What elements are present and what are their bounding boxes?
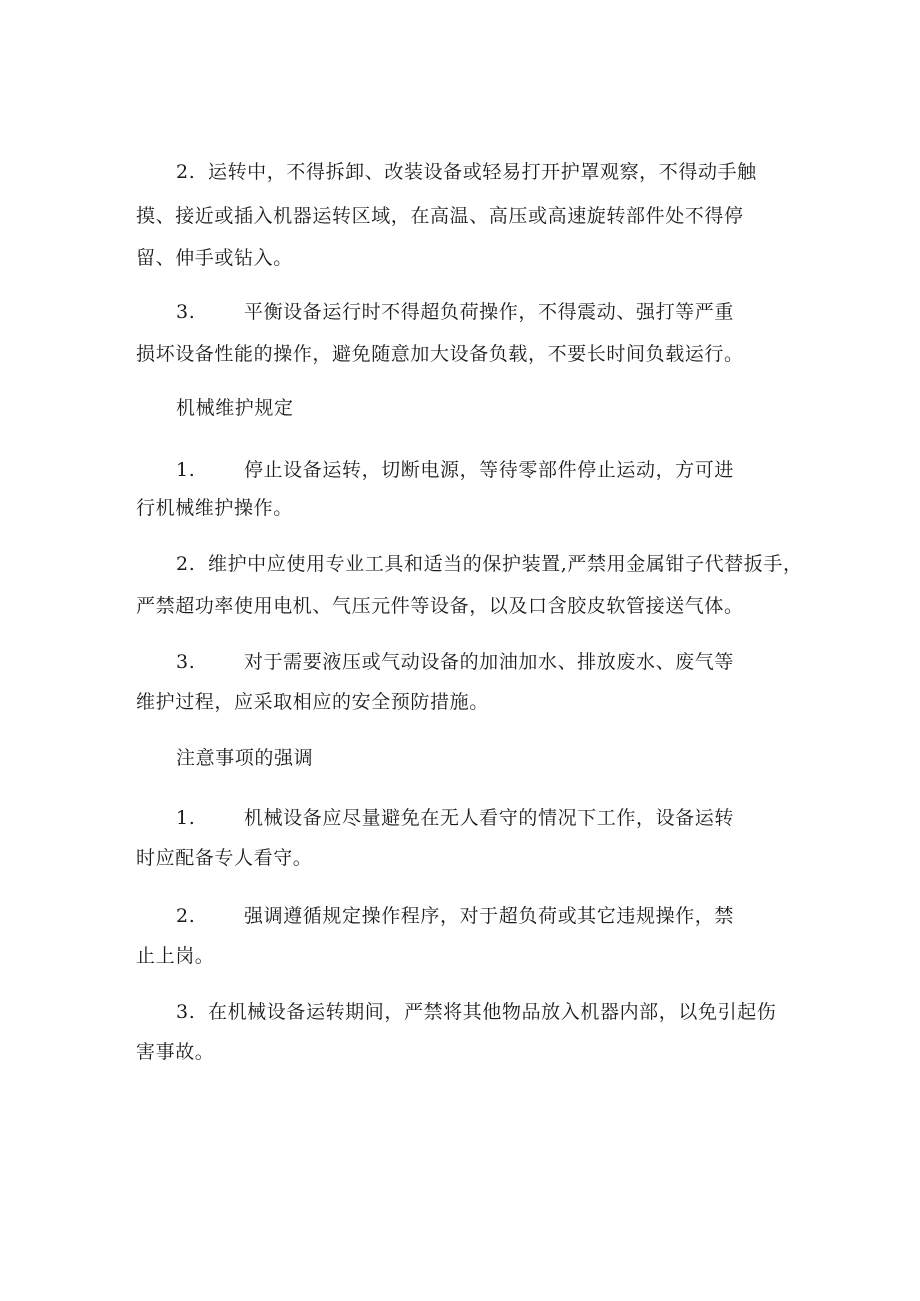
maintenance-item-1-line-1 [176, 458, 734, 482]
maintenance-item-2-number: 2. [176, 553, 196, 575]
operation-item-2-line-2: 摸、接近或插入机器运转区域，在高温、高压或高速旋转部件处不得停 [136, 205, 744, 227]
emphasis-item-2-number: 2. [176, 905, 196, 927]
emphasis-item-1-number: 1. [176, 807, 196, 829]
maintenance-item-3-text-1: 对于需要液压或气动设备的加油加水、排放废水、废气等 [243, 651, 734, 673]
emphasis-heading: 注意事项的强调 [176, 747, 314, 769]
emphasis-item-1-text-1: 机械设备应尽量避免在无人看守的情况下工作，设备运转 [243, 807, 734, 829]
maintenance-item-3-number: 3. [176, 651, 196, 673]
operation-item-2-text-1: 运转中，不得拆卸、改装设备或轻易打开护罩观察，不得动手触 [207, 161, 757, 183]
emphasis-item-1-line-1 [176, 806, 734, 830]
maintenance-item-2-line-2: 严禁超功率使用电机、气压元件等设备，以及口含胶皮软管接送气体。 [136, 595, 744, 617]
emphasis-item-3-line-2: 害事故。 [136, 1041, 215, 1063]
maintenance-item-3-line-2: 维护过程，应采取相应的安全预防措施。 [136, 691, 489, 713]
emphasis-item-2-text-1: 强调遵循规定操作程序，对于超负荷或其它违规操作，禁 [243, 905, 734, 927]
maintenance-item-1-text-1: 停止设备运转，切断电源，等待零部件停止运动，方可进 [243, 459, 734, 481]
emphasis-item-3-text-1: 在机械设备运转期间，严禁将其他物品放入机器内部，以免引起伤 [207, 1001, 777, 1023]
maintenance-item-2-text-1: 维护中应使用专业工具和适当的保护装置,严禁用金属钳子代替扳手， [207, 553, 803, 575]
emphasis-item-2-line-2: 止上岗。 [136, 945, 215, 967]
operation-item-2-line-1 [176, 160, 757, 184]
operation-item-2-number: 2. [176, 161, 196, 183]
emphasis-item-3-line-1 [176, 1000, 776, 1024]
maintenance-item-1-number: 1. [176, 459, 196, 481]
emphasis-item-1-line-2: 时应配备专人看守。 [136, 847, 313, 869]
maintenance-item-2-line-1 [176, 552, 803, 576]
operation-item-3-text-1: 平衡设备运行时不得超负荷操作，不得震动、强打等严重 [243, 301, 734, 323]
operation-item-3-line-1 [176, 300, 734, 324]
operation-item-3-line-2: 损坏设备性能的操作，避免随意加大设备负载，不要长时间负载运行。 [136, 343, 744, 365]
operation-item-2-line-3: 留、伸手或钻入。 [136, 247, 293, 269]
maintenance-heading: 机械维护规定 [176, 397, 294, 419]
emphasis-item-2-line-1 [176, 904, 734, 928]
operation-item-3-number: 3. [176, 301, 196, 323]
maintenance-item-3-line-1 [176, 650, 734, 674]
emphasis-item-3-number: 3. [176, 1001, 196, 1023]
maintenance-item-1-line-2: 行机械维护操作。 [136, 497, 293, 519]
